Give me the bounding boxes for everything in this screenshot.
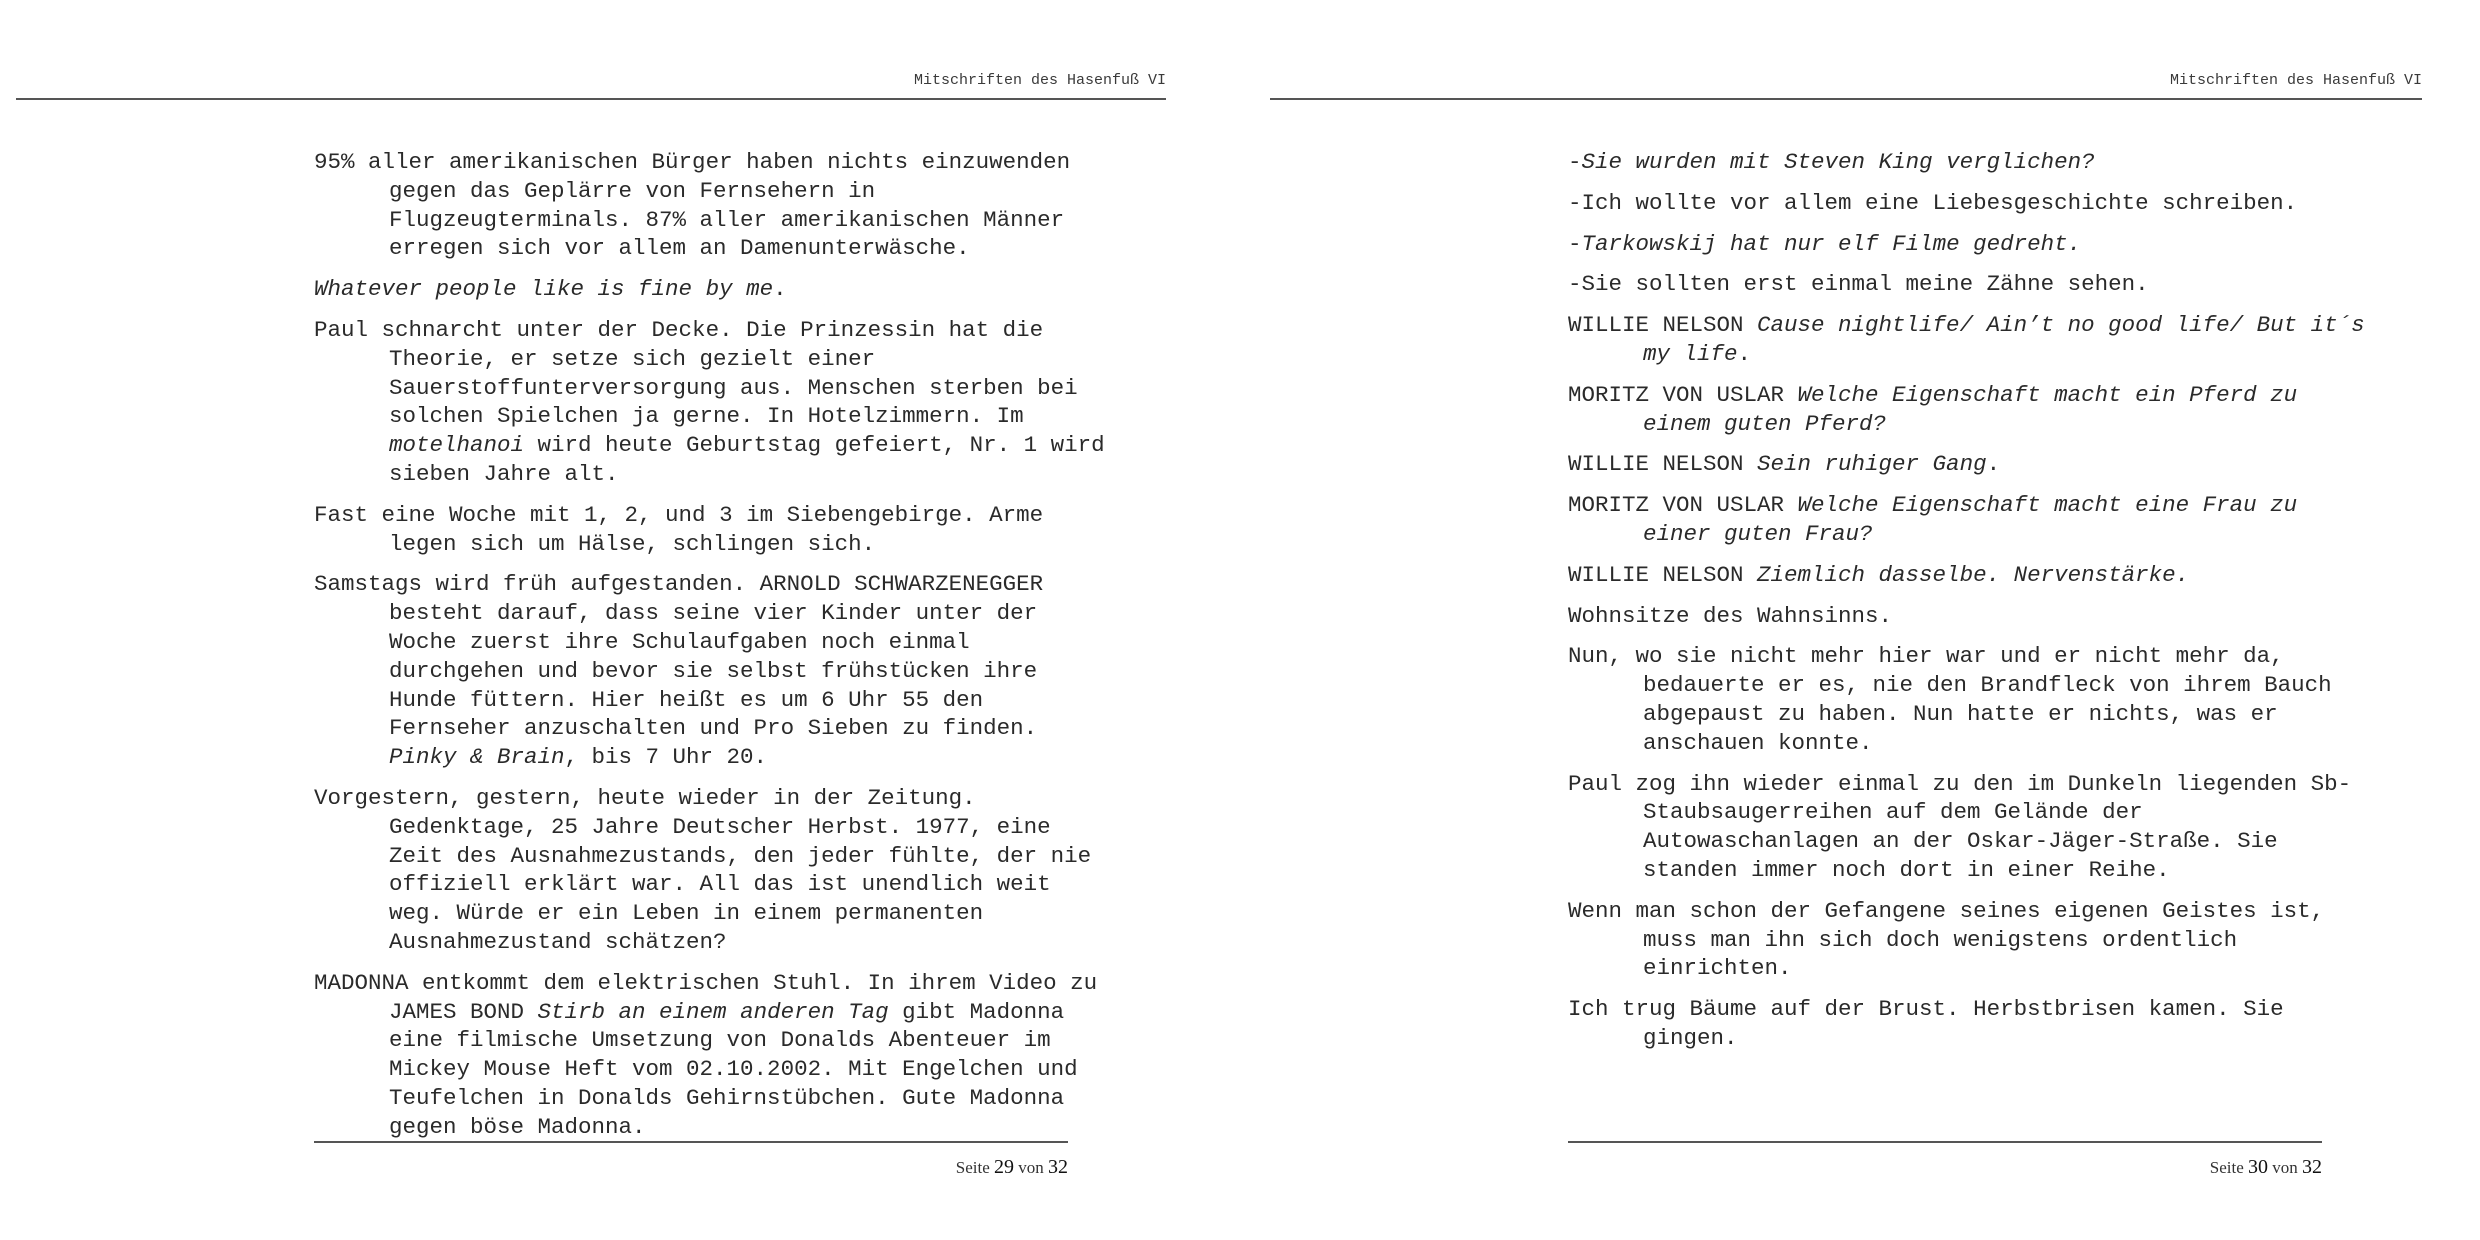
text-run: - [1568, 149, 1582, 175]
text-run: Wohnsitze des Wahnsinns. [1568, 602, 1893, 629]
paragraph [1568, 995, 2368, 1053]
paragraph [1568, 230, 2368, 259]
paragraph [1568, 381, 2368, 439]
italic-text: Pinky & Brain [389, 744, 565, 771]
text-run: wird heute Geburtstag gefeiert, Nr. 1 wird sieben Jahre alt. [389, 432, 1105, 487]
text-run: - [1568, 230, 1582, 257]
text-run: . [1986, 451, 2001, 478]
paragraph [1568, 602, 2368, 631]
paragraph [1568, 311, 2368, 369]
text-run: 95% aller amerikanischen Bürger haben nichts einzuwenden gegen das Geplärre von Fernsehern in Flugzeugterminals. 87% aller amerikanischen Männer erregen sich vor allem an Damenunterwäsche. [314, 149, 1071, 262]
footer-von: von [1018, 1158, 1044, 1177]
text-run: MORITZ VON USLAR [1568, 492, 1798, 519]
text-run: , bis 7 Uhr 20. [564, 744, 768, 771]
footer-von: von [2272, 1158, 2298, 1177]
paragraph [1568, 491, 2368, 549]
italic-text: Whatever people like is fine by me [314, 276, 774, 303]
text-run: gibt Madonna eine filmische Umsetzung von Donalds Abenteuer im Mickey Mouse Heft vom 02.10.2002. Mit Engelchen und Teufelchen in Donalds Gehirnstübchen. Gute Madonna gegen böse Madonna. [389, 998, 1078, 1140]
running-header: Mitschriften des Hasenfuß VI [16, 72, 1166, 100]
text-run: Vorgestern, gestern, heute wieder in der Zeitung. Gedenktage, 25 Jahre Deutscher Herbst. 1977, eine Zeit des Ausnahmezustands, den jeder fühlte, der nie offiziell erklärt war. All das ist unendlich weit weg. Würde er ein Leben in einem permanenten Ausnahmezustand schätzen? [314, 784, 1092, 955]
page-number: 30 [2248, 1156, 2268, 1178]
paragraph [314, 570, 1114, 772]
paragraph [314, 316, 1114, 489]
page-footer [314, 1156, 1068, 1179]
paragraph [314, 501, 1114, 559]
text-run: Nun, wo sie nicht mehr hier war und er nicht mehr da, bedauerte er es, nie den Brandfleck von ihrem Bauch abgepaust zu haben. Nun hatte er nichts, was er anschauen konnte. [1568, 643, 2332, 756]
paragraph [1568, 450, 2368, 479]
italic-text: Cause nightlife/ Ain’t no good life/ But it´s my life [1643, 312, 2365, 367]
text-run: WILLIE NELSON [1568, 561, 1758, 588]
italic-text: Welche Eigenschaft macht ein Pferd zu einem guten Pferd? [1643, 381, 2298, 437]
right-page [1250, 0, 2420, 1240]
paragraph [1568, 148, 2368, 177]
italic-text: Sein ruhiger Gang [1757, 451, 1987, 478]
text-run: Paul zog ihn wieder einmal zu den im Dunkeln liegenden Sb-Staubsaugerreihen auf dem Gelände der Autowaschanlagen an der Oskar-Jäger-Straße. Sie standen immer noch dort in einer Reihe. [1568, 770, 2352, 883]
total-pages: 32 [2302, 1156, 2322, 1178]
left-page [0, 0, 1170, 1240]
text-run: Paul schnarcht unter der Decke. Die Prinzessin hat die Theorie, er setze sich gezielt einer Sauerstoffunterversorgung aus. Menschen sterben bei solchen Spielchen ja gerne. In Hotelzimmern. Im [314, 316, 1078, 430]
paragraph [1568, 897, 2368, 983]
italic-text: Stirb an einem anderen Tag [537, 998, 889, 1025]
text-run: Fast eine Woche mit 1, 2, und 3 im Siebengebirge. Arme legen sich um Hälse, schlingen sich. [314, 501, 1044, 557]
italic-text: Ziemlich dasselbe. Nervenstärke. [1757, 561, 2190, 588]
paragraph [1568, 270, 2368, 299]
paragraph [1568, 189, 2368, 218]
paragraph [314, 784, 1114, 957]
page-body [314, 148, 1114, 1154]
text-run: MORITZ VON USLAR [1568, 381, 1798, 408]
running-header: Mitschriften des Hasenfuß VI [1270, 72, 2422, 100]
paragraph [314, 969, 1114, 1142]
paragraph [1568, 770, 2368, 885]
page-number: 29 [994, 1156, 1014, 1178]
paragraph [314, 148, 1114, 263]
paragraph [314, 275, 1114, 304]
text-run: MADONNA entkommt dem elektrischen Stuhl. In ihrem Video zu JAMES BOND [314, 969, 1098, 1025]
text-run: WILLIE NELSON [1568, 312, 1758, 339]
text-run: Wenn man schon der Gefangene seines eigenen Geistes ist, muss man ihn sich doch wenigstens ordentlich einrichten. [1568, 897, 2325, 982]
text-run: Samstags wird früh aufgestanden. ARNOLD SCHWARZENEGGER besteht darauf, dass seine vier Kinder unter der Woche zuerst ihre Schulaufgaben noch einmal durchgehen und bevor sie selbst frühstücken ihre Hunde füttern. Hier heißt es um 6 Uhr 55 den Fernseher anzuschalten und Pro Sieben zu finden. [314, 571, 1044, 742]
footer-rule [314, 1141, 1068, 1143]
footer-rule [1568, 1141, 2322, 1143]
text-run: . [1737, 340, 1752, 367]
page-body [1568, 148, 2368, 1065]
paragraph [1568, 561, 2368, 590]
total-pages: 32 [1048, 1156, 1068, 1178]
italic-text: Sie wurden mit Steven King verglichen? [1581, 149, 2095, 175]
italic-text: Welche Eigenschaft macht eine Frau zu einer guten Frau? [1643, 492, 2298, 547]
text-run: . [773, 276, 787, 303]
text-run: WILLIE NELSON [1568, 451, 1758, 478]
text-run: -Sie sollten erst einmal meine Zähne sehen. [1568, 271, 2149, 298]
footer-label: Seite [2209, 1158, 2244, 1177]
text-run: Ich trug Bäume auf der Brust. Herbstbrisen kamen. Sie gingen. [1568, 996, 2284, 1051]
paragraph [1568, 642, 2368, 757]
page-footer [1568, 1156, 2322, 1179]
italic-text: Tarkowskij hat nur elf Filme gedreht. [1581, 230, 2082, 257]
text-run: -Ich wollte vor allem eine Liebesgeschichte schreiben. [1568, 189, 2298, 216]
italic-text: motelhanoi [389, 432, 525, 459]
footer-label: Seite [955, 1158, 990, 1177]
